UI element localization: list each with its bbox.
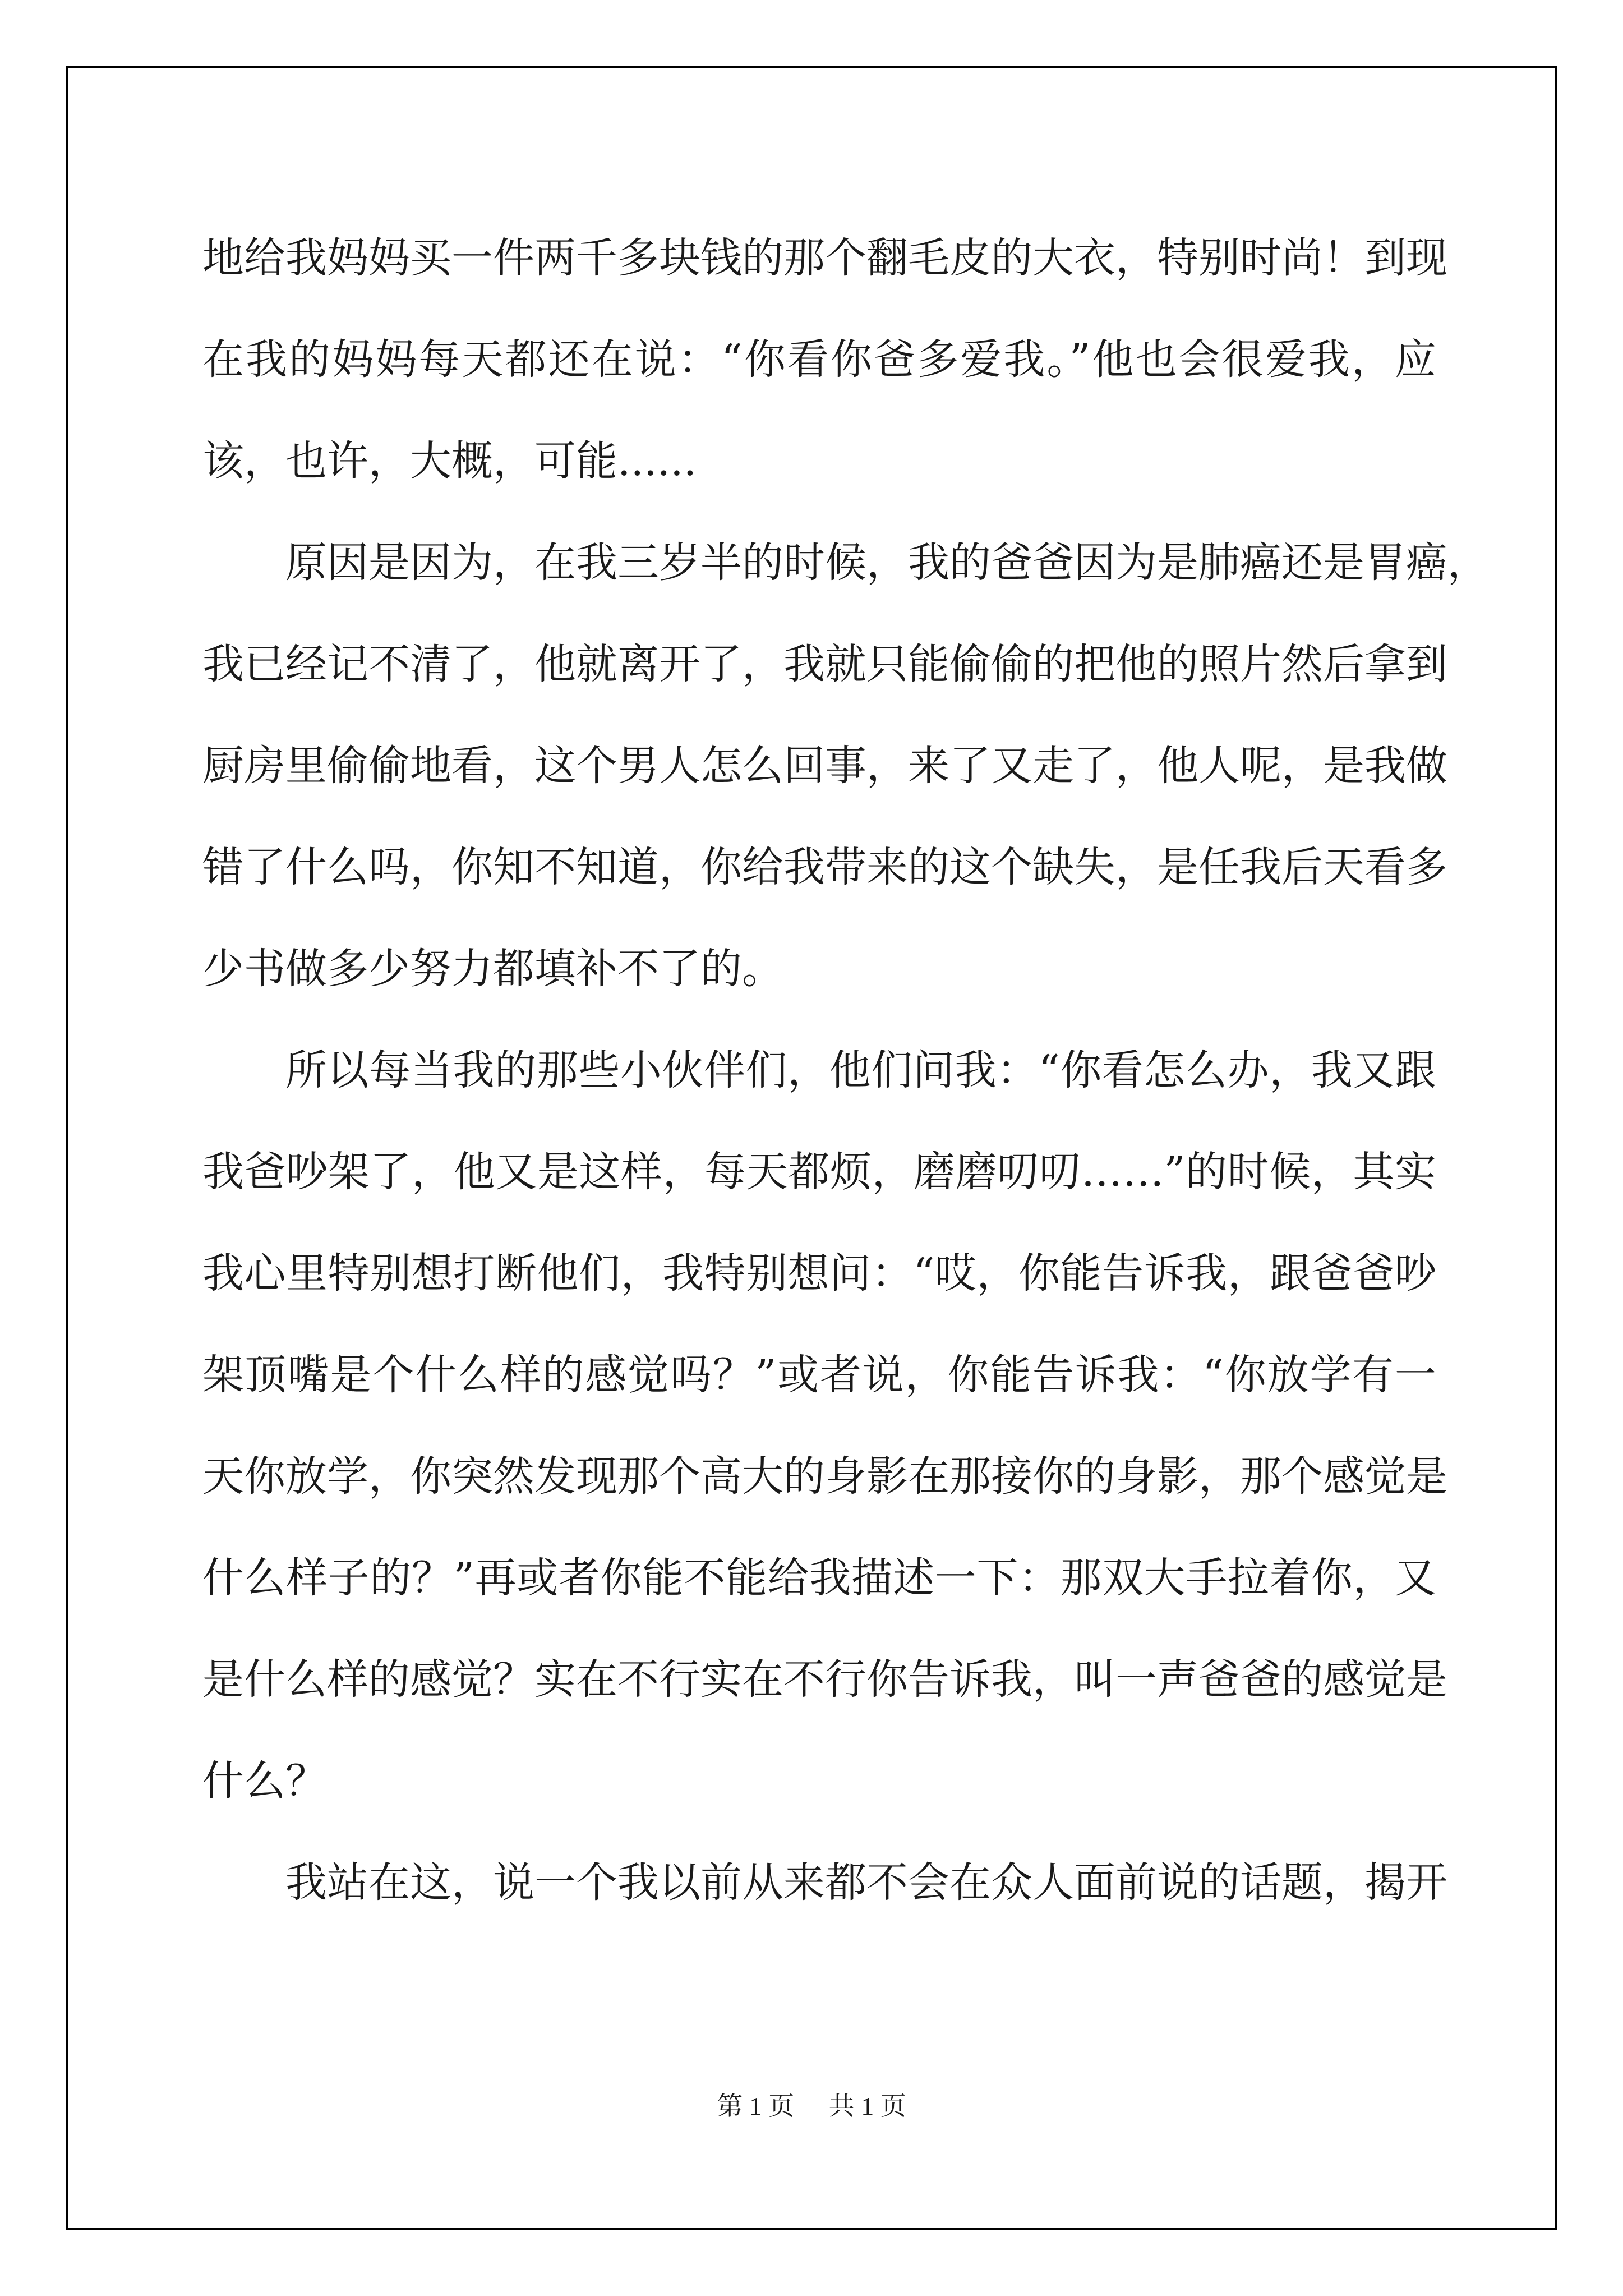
text-line: 原因是因为，在我三岁半的时候，我的爸爸因为是肺癌还是胃癌， bbox=[285, 539, 1489, 587]
text-line: 什么样子的？”再或者你能不能给我描述一下：那双大手拉着你，又 bbox=[202, 1554, 1436, 1602]
text-line: 地给我妈妈买一件两千多块钱的那个翻毛皮的大衣，特别时尚！到现 bbox=[202, 234, 1447, 282]
text-line: 少书做多少努力都填补不了的。 bbox=[202, 945, 783, 993]
text-line: 错了什么吗，你知不知道，你给我带来的这个缺失，是任我后天看多 bbox=[202, 843, 1447, 891]
text-line: 我爸吵架了，他又是这样，每天都烦，磨磨叨叨……”的时候，其实 bbox=[202, 1148, 1436, 1196]
text-line: 我已经记不清了，他就离开了，我就只能偷偷的把他的照片然后拿到 bbox=[202, 640, 1447, 688]
text-line: 在我的妈妈每天都还在说：“你看你爸多爱我。”他也会很爱我，应 bbox=[202, 335, 1436, 384]
text-line: 什么？ bbox=[202, 1757, 327, 1805]
page-number: 第 1 页 bbox=[717, 2092, 795, 2120]
text-line: 所以每当我的那些小伙伴们，他们问我：“你看怎么办，我又跟 bbox=[285, 1046, 1436, 1094]
text-line: 该，也许，大概，可能...... bbox=[202, 437, 697, 485]
page-total: 共 1 页 bbox=[828, 2092, 906, 2120]
text-line: 天你放学，你突然发现那个高大的身影在那接你的身影，那个感觉是 bbox=[202, 1452, 1447, 1501]
document-body bbox=[202, 208, 1489, 1934]
text-line: 我心里特别想打断他们，我特别想问：“哎，你能告诉我，跟爸爸吵 bbox=[202, 1249, 1436, 1297]
text-line: 是什么样的感觉？实在不行实在不行你告诉我，叫一声爸爸的感觉是 bbox=[202, 1655, 1447, 1704]
text-line: 架顶嘴是个什么样的感觉吗？”或者说，你能告诉我：“你放学有一 bbox=[202, 1351, 1436, 1399]
text-line: 厨房里偷偷地看，这个男人怎么回事，来了又走了，他人呢，是我做 bbox=[202, 742, 1447, 790]
page-footer bbox=[0, 2086, 1623, 2123]
text-line: 我站在这，说一个我以前从来都不会在众人面前说的话题，揭开 bbox=[285, 1858, 1447, 1907]
